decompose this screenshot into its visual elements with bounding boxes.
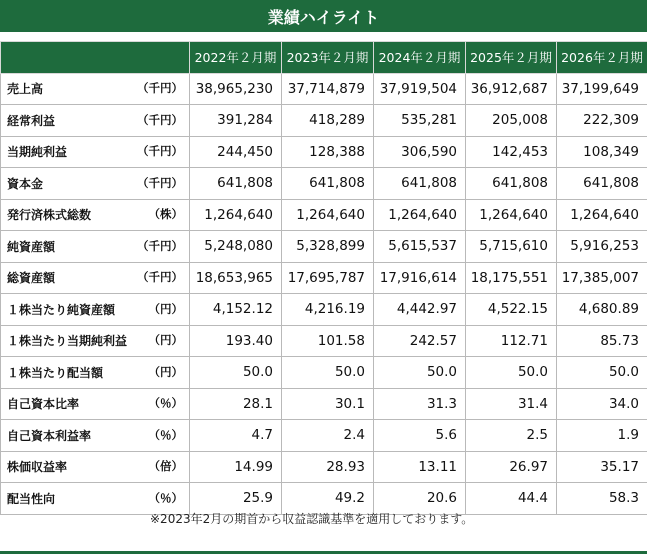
table-row: [1, 325, 647, 357]
row-header-cell: [1, 451, 190, 483]
value-cell: 37,714,879: [282, 73, 374, 105]
value-cell: 641,808: [190, 168, 282, 200]
table-row: [1, 105, 647, 137]
row-label: １株当たり純資産額: [7, 302, 116, 317]
row-header-cell: [1, 231, 190, 263]
value-cell: 418,289: [282, 105, 374, 137]
footer-divider: [0, 551, 647, 554]
value-cell: 641,808: [466, 168, 557, 200]
footnote: ※2023年2月の期首から収益認識基準を適用しております。: [150, 512, 474, 526]
column-header: 2023年２月期: [282, 42, 374, 74]
value-cell: 85.73: [557, 325, 647, 357]
value-cell: 4.7: [190, 420, 282, 452]
row-unit: （倍）: [148, 459, 183, 474]
value-cell: 1,264,640: [190, 199, 282, 231]
row-header: [1, 301, 189, 318]
row-unit: （千円）: [137, 238, 183, 253]
header-corner-cell: [1, 42, 190, 74]
row-label: １株当たり当期純利益: [7, 334, 128, 349]
value-cell: 28.1: [190, 388, 282, 420]
value-cell: 641,808: [557, 168, 647, 200]
row-label: 純資産額: [7, 239, 56, 254]
value-cell: 31.3: [374, 388, 466, 420]
row-header: [1, 143, 189, 160]
value-cell: 1,264,640: [374, 199, 466, 231]
row-label: １株当たり配当額: [7, 365, 104, 380]
value-cell: 108,349: [557, 136, 647, 168]
header-row: [1, 42, 647, 74]
row-header: [1, 112, 189, 129]
value-cell: 36,912,687: [466, 73, 557, 105]
financial-highlights-table: [0, 41, 647, 515]
row-header: [1, 206, 189, 223]
column-header: 2022年２月期: [190, 42, 282, 74]
value-cell: 222,309: [557, 105, 647, 137]
row-header-cell: [1, 357, 190, 389]
value-cell: 1,264,640: [282, 199, 374, 231]
value-cell: 13.11: [374, 451, 466, 483]
value-cell: 641,808: [282, 168, 374, 200]
value-cell: 17,916,614: [374, 262, 466, 294]
table-row: [1, 357, 647, 389]
row-header-cell: [1, 136, 190, 168]
table-row: [1, 451, 647, 483]
row-label: 総資産額: [7, 271, 56, 286]
row-header: [1, 395, 189, 412]
value-cell: 50.0: [282, 357, 374, 389]
value-cell: 28.93: [282, 451, 374, 483]
value-cell: 112.71: [466, 325, 557, 357]
table-row: [1, 420, 647, 452]
row-header-cell: [1, 199, 190, 231]
value-cell: 49.2: [282, 483, 374, 515]
value-cell: 58.3: [557, 483, 647, 515]
value-cell: 37,199,649: [557, 73, 647, 105]
row-unit: （千円）: [137, 175, 183, 190]
table-row: [1, 168, 647, 200]
value-cell: 5.6: [374, 420, 466, 452]
value-cell: 306,590: [374, 136, 466, 168]
value-cell: 31.4: [466, 388, 557, 420]
value-cell: 1,264,640: [466, 199, 557, 231]
row-header: [1, 175, 189, 192]
row-header: [1, 458, 189, 475]
value-cell: 34.0: [557, 388, 647, 420]
value-cell: 18,653,965: [190, 262, 282, 294]
row-header: [1, 80, 189, 97]
row-unit: （円）: [148, 364, 183, 379]
value-cell: 50.0: [190, 357, 282, 389]
value-cell: 14.99: [190, 451, 282, 483]
value-cell: 50.0: [374, 357, 466, 389]
row-unit: （円）: [148, 301, 183, 316]
row-header-cell: [1, 168, 190, 200]
row-header: [1, 269, 189, 286]
value-cell: 38,965,230: [190, 73, 282, 105]
row-unit: （千円）: [137, 81, 183, 96]
value-cell: 17,385,007: [557, 262, 647, 294]
value-cell: 30.1: [282, 388, 374, 420]
value-cell: 50.0: [466, 357, 557, 389]
row-label: 発行済株式総数: [7, 208, 92, 223]
value-cell: 391,284: [190, 105, 282, 137]
value-cell: 5,615,537: [374, 231, 466, 263]
section-title-banner: [0, 0, 647, 32]
row-unit: （％）: [148, 396, 183, 411]
table-row: [1, 231, 647, 263]
value-cell: 5,715,610: [466, 231, 557, 263]
table-row: [1, 388, 647, 420]
row-header-cell: [1, 420, 190, 452]
column-header: 2026年２月期: [557, 42, 647, 74]
value-cell: 50.0: [557, 357, 647, 389]
value-cell: 1,264,640: [557, 199, 647, 231]
value-cell: 244,450: [190, 136, 282, 168]
value-cell: 25.9: [190, 483, 282, 515]
value-cell: 2.4: [282, 420, 374, 452]
row-label: 当期純利益: [7, 145, 68, 160]
value-cell: 17,695,787: [282, 262, 374, 294]
value-cell: 205,008: [466, 105, 557, 137]
row-header: [1, 364, 189, 381]
table-row: [1, 262, 647, 294]
value-cell: 5,248,080: [190, 231, 282, 263]
value-cell: 35.17: [557, 451, 647, 483]
row-unit: （％）: [148, 490, 183, 505]
row-unit: （円）: [148, 333, 183, 348]
row-unit: （千円）: [137, 270, 183, 285]
value-cell: 37,919,504: [374, 73, 466, 105]
table-row: [1, 294, 647, 326]
row-label: 資本金: [7, 176, 44, 191]
table-row: [1, 199, 647, 231]
value-cell: 4,216.19: [282, 294, 374, 326]
row-label: 売上高: [7, 82, 44, 97]
value-cell: 242.57: [374, 325, 466, 357]
row-header: [1, 427, 189, 444]
row-label: 自己資本利益率: [7, 428, 92, 443]
value-cell: 4,522.15: [466, 294, 557, 326]
row-header-cell: [1, 294, 190, 326]
value-cell: 4,152.12: [190, 294, 282, 326]
value-cell: 1.9: [557, 420, 647, 452]
row-header: [1, 490, 189, 507]
value-cell: 20.6: [374, 483, 466, 515]
row-label: 自己資本比率: [7, 397, 80, 412]
value-cell: 4,442.97: [374, 294, 466, 326]
value-cell: 44.4: [466, 483, 557, 515]
row-label: 配当性向: [7, 491, 56, 506]
column-header: 2025年２月期: [466, 42, 557, 74]
row-header-cell: [1, 325, 190, 357]
value-cell: 26.97: [466, 451, 557, 483]
row-unit: （千円）: [137, 144, 183, 159]
value-cell: 5,916,253: [557, 231, 647, 263]
value-cell: 193.40: [190, 325, 282, 357]
row-unit: （株）: [148, 207, 183, 222]
value-cell: 641,808: [374, 168, 466, 200]
row-label: 株価収益率: [7, 460, 68, 475]
value-cell: 2.5: [466, 420, 557, 452]
row-header-cell: [1, 73, 190, 105]
column-header: 2024年２月期: [374, 42, 466, 74]
value-cell: 18,175,551: [466, 262, 557, 294]
row-header-cell: [1, 105, 190, 137]
table-row: [1, 136, 647, 168]
row-unit: （％）: [148, 427, 183, 442]
row-unit: （千円）: [137, 112, 183, 127]
row-header-cell: [1, 388, 190, 420]
value-cell: 4,680.89: [557, 294, 647, 326]
row-label: 経常利益: [7, 113, 56, 128]
row-header-cell: [1, 262, 190, 294]
table-row: [1, 73, 647, 105]
value-cell: 128,388: [282, 136, 374, 168]
row-header: [1, 238, 189, 255]
value-cell: 5,328,899: [282, 231, 374, 263]
section-title: 業績ハイライト: [267, 7, 380, 27]
value-cell: 535,281: [374, 105, 466, 137]
value-cell: 101.58: [282, 325, 374, 357]
row-header: [1, 332, 189, 349]
value-cell: 142,453: [466, 136, 557, 168]
